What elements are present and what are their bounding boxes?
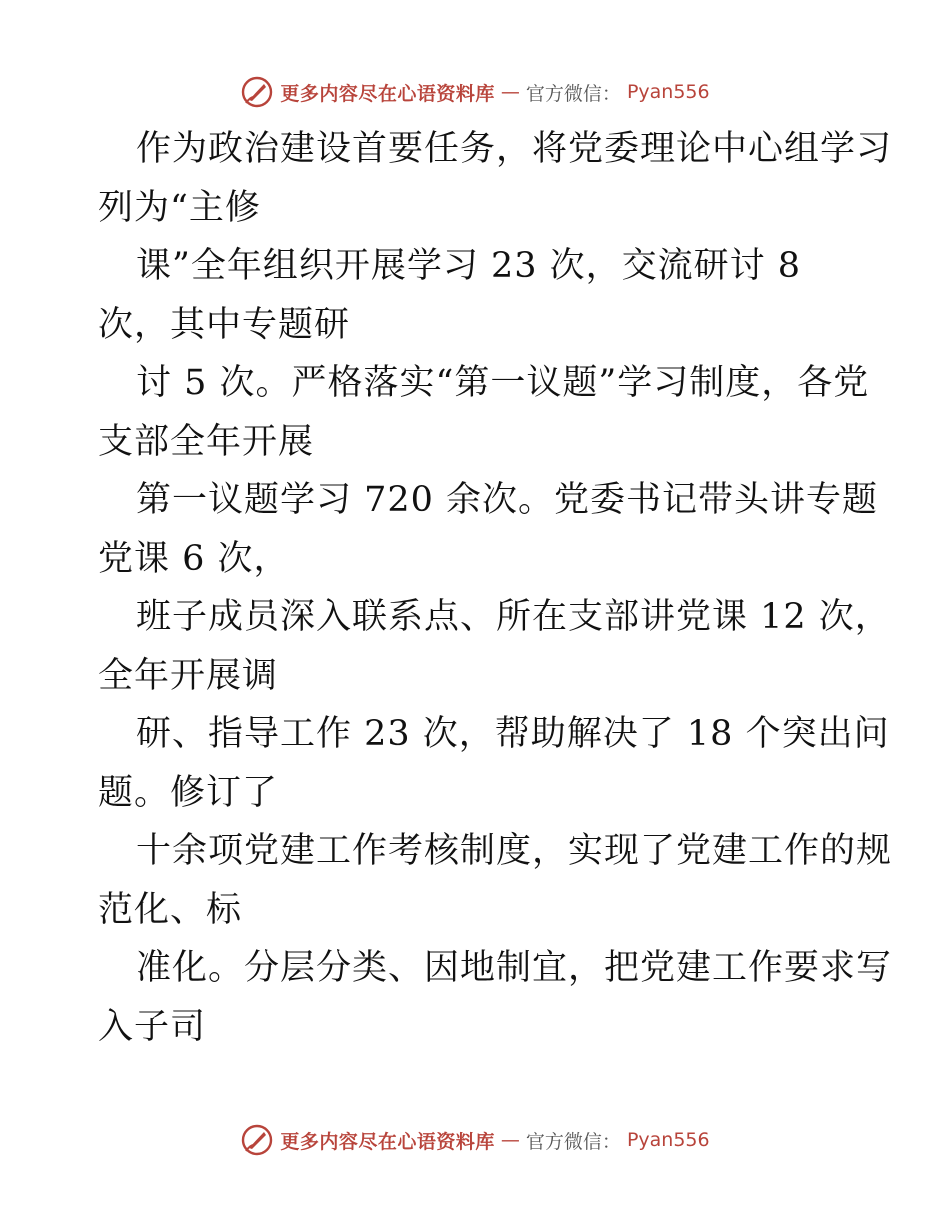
text-line: 第一议题学习 720 余次。党委书记带头讲专题 — [136, 480, 879, 520]
quill-logo-icon — [240, 1123, 274, 1157]
text-line: 支部全年开展 — [98, 421, 315, 462]
watermark-dash: — — [500, 81, 520, 103]
document-body — [98, 120, 893, 1056]
text-line: 十余项党建工作考核制度，实现了党建工作的规 — [136, 831, 893, 871]
text-line: 列为“主修 — [98, 187, 261, 228]
text-line: 全年开展调 — [98, 655, 279, 696]
text-line: 题。修订了 — [98, 772, 279, 813]
watermark-wechat-id: Pyan556 — [626, 1129, 710, 1151]
watermark-wechat-label: 官方微信： — [525, 82, 621, 105]
text-line: 讨 5 次。严格落实“第一议题”学习制度，各党 — [136, 363, 870, 403]
text-line: 入子司 — [98, 1006, 207, 1047]
watermark-dash: — — [500, 1129, 520, 1151]
watermark-title: 更多内容尽在心语资料库 — [280, 1130, 495, 1153]
watermark-wechat-label: 官方微信： — [525, 1130, 621, 1153]
text-line: 党课 6 次， — [98, 538, 290, 579]
text-line: 班子成员深入联系点、所在支部讲党课 12 次， — [136, 597, 891, 637]
text-line: 课”全年组织开展学习 23 次，交流研讨 8 — [136, 246, 802, 286]
text-line: 范化、标 — [98, 889, 243, 930]
text-line: 次，其中专题研 — [98, 304, 351, 345]
header-watermark — [0, 72, 950, 112]
footer-watermark — [0, 1120, 950, 1160]
quill-logo-icon — [240, 75, 274, 109]
text-line: 准化。分层分类、因地制宜，把党建工作要求写 — [136, 948, 893, 988]
watermark-wechat-id: Pyan556 — [626, 81, 710, 103]
text-line: 研、指导工作 23 次，帮助解决了 18 个突出问 — [136, 714, 890, 754]
text-line: 作为政治建设首要任务，将党委理论中心组学习 — [136, 129, 893, 169]
watermark-title: 更多内容尽在心语资料库 — [280, 82, 495, 105]
